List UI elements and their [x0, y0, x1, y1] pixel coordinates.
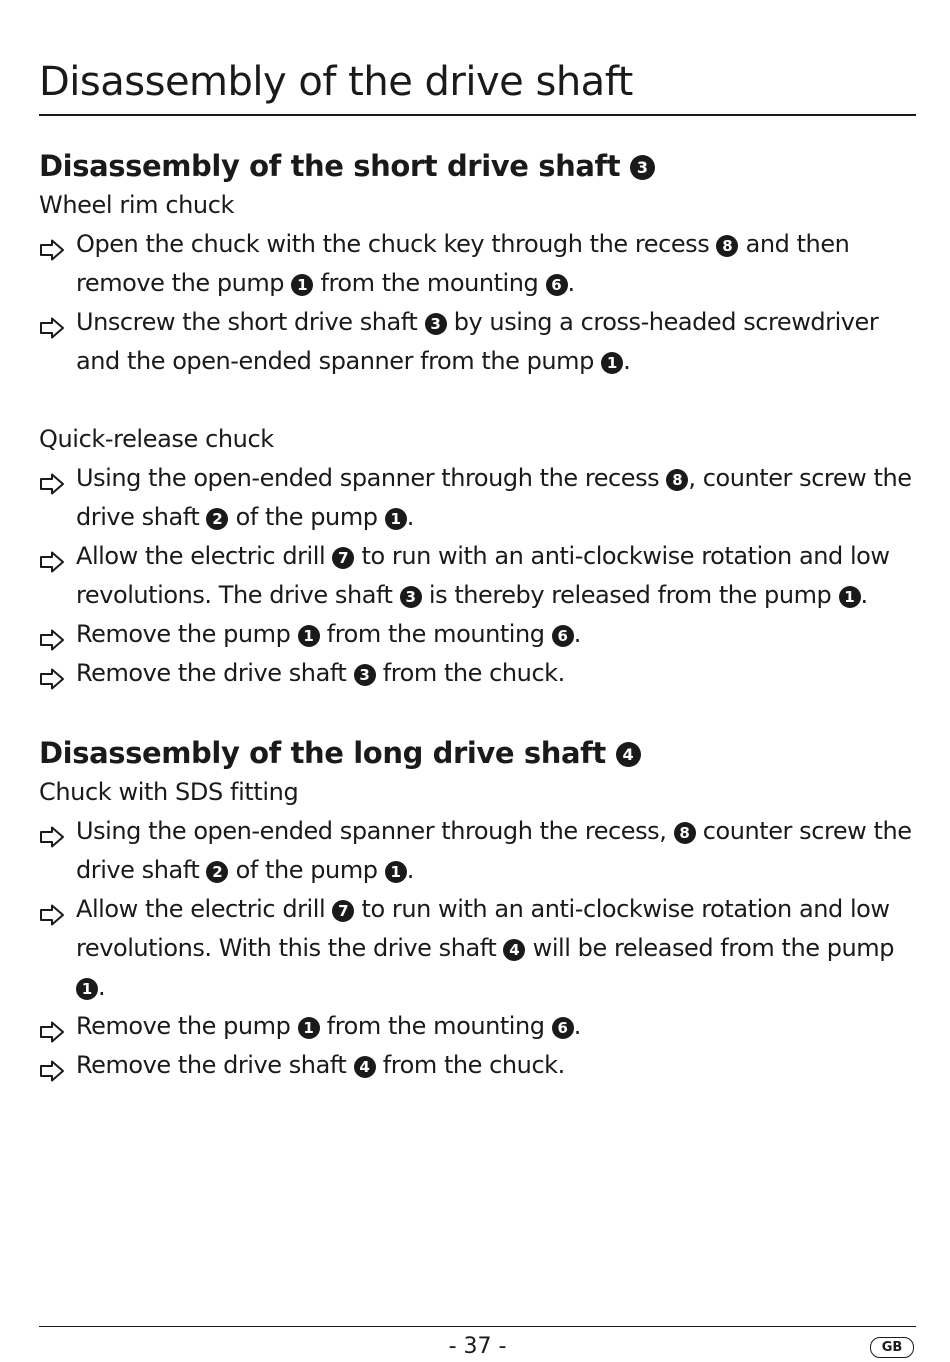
part-number-badge: 1 [76, 978, 98, 1000]
step-text: . [623, 347, 631, 375]
step-text: Remove the pump [76, 1012, 298, 1040]
part-number-badge: 1 [298, 1017, 320, 1039]
step-text: Remove the drive shaft [76, 1051, 354, 1079]
outline-arrow-right-icon [39, 1016, 65, 1038]
subsection-title-sds-chuck: Chuck with SDS fitting [39, 778, 299, 806]
step-text: Remove the pump [76, 620, 298, 648]
step-list [39, 225, 916, 381]
part-number-badge: 1 [839, 586, 861, 608]
step-text: . [406, 503, 414, 531]
step-text: Unscrew the short drive shaft [76, 308, 425, 336]
outline-arrow-right-icon [39, 312, 65, 334]
section-short-drive-shaft [39, 146, 916, 693]
step-text: from the mounting [319, 1012, 552, 1040]
step-text: Open the chuck with the chuck key through the recess [76, 230, 717, 258]
spacer [39, 381, 916, 420]
part-number-badge: 6 [546, 274, 568, 296]
outline-arrow-right-icon [39, 624, 65, 646]
outline-arrow-right-icon [39, 234, 65, 256]
step-text: from the mounting [313, 269, 546, 297]
footer-divider [39, 1326, 916, 1327]
step-text: will be released from the pump [525, 934, 894, 962]
step-text: . [573, 620, 581, 648]
part-number-badge: 4 [503, 939, 525, 961]
instruction-step [39, 1007, 916, 1046]
part-number-badge: 3 [354, 664, 376, 686]
step-text: Allow the electric drill [76, 895, 333, 923]
part-number-badge: 1 [291, 274, 313, 296]
step-list [39, 812, 916, 1085]
part-number-badge: 8 [666, 469, 688, 491]
step-text: from the chuck. [375, 659, 565, 687]
instruction-step [39, 537, 916, 615]
page-number: - 37 - [448, 1334, 507, 1359]
part-number-badge: 6 [552, 1017, 574, 1039]
part-number-badge: 7 [332, 547, 354, 569]
step-list [39, 459, 916, 693]
outline-arrow-right-icon [39, 546, 65, 568]
step-text: Allow the electric drill [76, 542, 333, 570]
step-text: counter screw the drive shaft [76, 817, 912, 884]
outline-arrow-right-icon [39, 1055, 65, 1077]
part-number-badge: 4 [354, 1056, 376, 1078]
outline-arrow-right-icon [39, 821, 65, 843]
part-number-badge: 7 [332, 900, 354, 922]
language-badge: GB [870, 1337, 914, 1358]
step-text: by using a cross-headed screwdriver and the open-ended spanner from the pump [76, 308, 879, 375]
instruction-step [39, 812, 916, 890]
instruction-step [39, 1046, 916, 1085]
subsection-title-wheel-rim-chuck: Wheel rim chuck [39, 191, 235, 219]
part-number-badge: 1 [601, 352, 623, 374]
subsection-title-quick-release-chuck: Quick-release chuck [39, 425, 274, 453]
step-text: Using the open-ended spanner through the recess [76, 464, 667, 492]
part-number-badge: 8 [674, 822, 696, 844]
part-number-badge: 3 [425, 313, 447, 335]
step-text: from the mounting [319, 620, 552, 648]
step-text: Using the open-ended spanner through the recess, [76, 817, 674, 845]
instruction-step [39, 654, 916, 693]
step-text: is thereby released from the pump [421, 581, 839, 609]
section-heading [39, 146, 916, 186]
instruction-step [39, 459, 916, 537]
section-heading-text: Disassembly of the short drive shaft [39, 149, 621, 183]
instruction-step [39, 890, 916, 1007]
part-number-badge: 6 [552, 625, 574, 647]
part-number-badge: 8 [716, 235, 738, 257]
instruction-step [39, 615, 916, 654]
part-number-badge: 4 [616, 742, 641, 767]
part-number-badge: 1 [385, 861, 407, 883]
step-text: Remove the drive shaft [76, 659, 354, 687]
page-title: Disassembly of the drive shaft [39, 59, 633, 105]
part-number-badge: 1 [385, 508, 407, 530]
part-number-badge: 3 [630, 155, 655, 180]
outline-arrow-right-icon [39, 899, 65, 921]
part-number-badge: 2 [206, 861, 228, 883]
step-text: , counter screw the drive shaft [76, 464, 912, 531]
part-number-badge: 3 [400, 586, 422, 608]
step-text: . [98, 973, 106, 1001]
step-text: to run with an anti-clockwise rotation and low revolutions. The drive shaft [76, 542, 890, 609]
instruction-step [39, 303, 916, 381]
outline-arrow-right-icon [39, 468, 65, 490]
part-number-badge: 1 [298, 625, 320, 647]
step-text: and then remove the pump [76, 230, 850, 297]
step-text: to run with an anti-clockwise rotation and low revolutions. With this the drive shaft [76, 895, 890, 962]
instruction-step [39, 225, 916, 303]
step-text: . [573, 1012, 581, 1040]
step-text: . [406, 856, 414, 884]
step-text: . [860, 581, 868, 609]
title-divider [39, 114, 916, 116]
step-text: . [567, 269, 575, 297]
section-heading-text: Disassembly of the long drive shaft [39, 736, 606, 770]
step-text: from the chuck. [375, 1051, 565, 1079]
step-text: of the pump [228, 503, 385, 531]
part-number-badge: 2 [206, 508, 228, 530]
outline-arrow-right-icon [39, 663, 65, 685]
step-text: of the pump [228, 856, 385, 884]
section-heading [39, 733, 916, 773]
manual-page [39, 0, 916, 1362]
section-long-drive-shaft [39, 733, 916, 1085]
